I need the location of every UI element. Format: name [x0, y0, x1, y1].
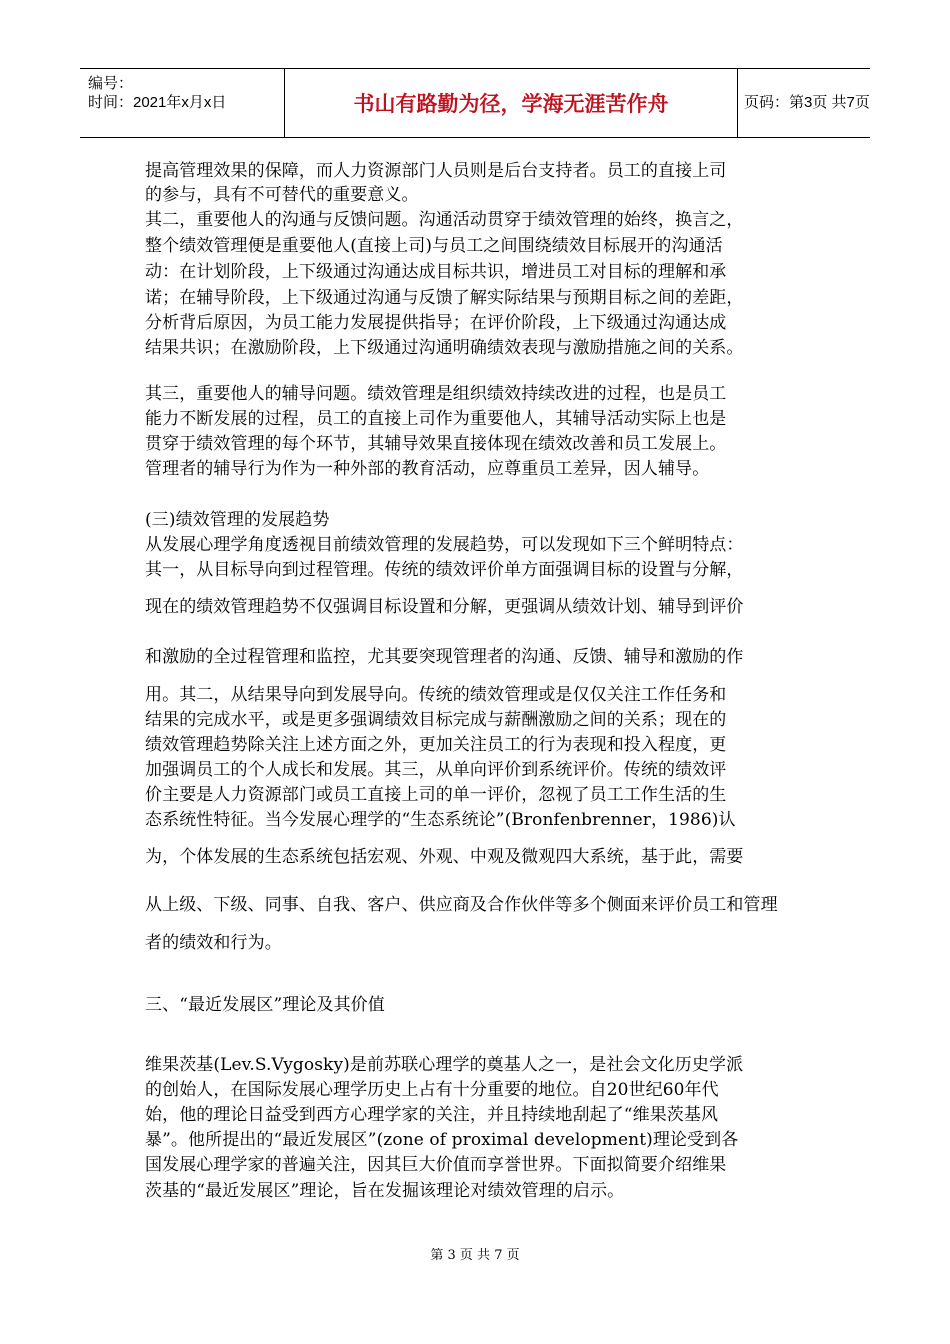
- text-line: 维果茨基(Lev.S.Vygosky)是前苏联心理学的奠基人之一，是社会文化历史学派: [145, 1055, 744, 1075]
- text-line: 从发展心理学角度透视目前绩效管理的发展趋势，可以发现如下三个鲜明特点：: [145, 535, 744, 555]
- text-line: 其三，重要他人的辅导问题。绩效管理是组织绩效持续改进的过程，也是员工: [145, 384, 727, 404]
- section-heading: (三)绩效管理的发展趋势: [145, 510, 330, 530]
- page-info: 页码：第3页 共7页: [744, 94, 870, 111]
- text-line: 能力不断发展的过程，员工的直接上司作为重要他人，其辅导活动实际上也是: [145, 409, 727, 429]
- text-line: 提高管理效果的保障，而人力资源部门人员则是后台支持者。员工的直接上司: [145, 161, 727, 181]
- text-line: 整个绩效管理便是重要他人(直接上司)与员工之间围绕绩效目标展开的沟通活: [145, 236, 723, 256]
- text-line: 现在的绩效管理趋势不仅强调目标设置和分解，更强调从绩效计划、辅导到评价: [145, 597, 744, 617]
- text-line: 加强调员工的个人成长和发展。其三，从单向评价到系统评价。传统的绩效评: [145, 760, 727, 780]
- text-line: 的创始人，在国际发展心理学历史上占有十分重要的地位。自20世纪60年代: [145, 1080, 719, 1100]
- text-line: 管理者的辅导行为作为一种外部的教育活动，应尊重员工差异，因人辅导。: [145, 459, 710, 479]
- date-label: 时间：2021年x月x日: [88, 94, 227, 111]
- section-heading: 三、“最近发展区”理论及其价值: [145, 995, 385, 1015]
- text-line: 贯穿于绩效管理的每个环节，其辅导效果直接体现在绩效改善和员工发展上。: [145, 434, 727, 454]
- text-line: 茨基的“最近发展区”理论，旨在发掘该理论对绩效管理的启示。: [145, 1181, 625, 1201]
- text-line: 从上级、下级、同事、自我、客户、供应商及合作伙伴等多个侧面来评价员工和管理: [145, 895, 778, 915]
- text-line: 其一，从目标导向到过程管理。传统的绩效评价单方面强调目标的设置与分解，: [145, 560, 744, 580]
- text-line: 态系统性特征。当今发展心理学的“生态系统论”(Bronfenbrenner，1986)认: [145, 810, 736, 830]
- text-line: 的参与，具有不可替代的重要意义。: [145, 185, 419, 205]
- text-line: 者的绩效和行为。: [145, 933, 282, 953]
- text-line: 结果的完成水平，或是更多强调绩效目标完成与薪酬激励之间的关系；现在的: [145, 710, 727, 730]
- text-line: 其二，重要他人的沟通与反馈问题。沟通活动贯穿于绩效管理的始终，换言之，: [145, 210, 744, 230]
- text-line: 动：在计划阶段，上下级通过沟通达成目标共识，增进员工对目标的理解和承: [145, 262, 727, 282]
- text-line: 国发展心理学家的普遍关注，因其巨大价值而享誉世界。下面拟简要介绍维果: [145, 1155, 727, 1175]
- page-footer: 第 3 页 共 7 页: [430, 1248, 520, 1263]
- header-motto-cell: [285, 69, 738, 137]
- text-line: 诺；在辅导阶段，上下级通过沟通与反馈了解实际结果与预期目标之间的差距，: [145, 288, 744, 308]
- header-meta-cell: [80, 69, 285, 137]
- serial-number-label: 编号：: [88, 75, 134, 92]
- text-line: 和激励的全过程管理和监控，尤其要突现管理者的沟通、反馈、辅导和激励的作: [145, 647, 744, 667]
- text-line: 分析背后原因，为员工能力发展提供指导；在评价阶段，上下级通过沟通达成: [145, 313, 727, 333]
- text-line: 绩效管理趋势除关注上述方面之外，更加关注员工的行为表现和投入程度，更: [145, 735, 727, 755]
- header-page-cell: [738, 69, 870, 137]
- text-line: 用。其二，从结果导向到发展导向。传统的绩效管理或是仅仅关注工作任务和: [145, 685, 727, 705]
- text-line: 始，他的理论日益受到西方心理学家的关注，并且持续地刮起了“维果茨基风: [145, 1105, 719, 1125]
- header-table: [80, 68, 870, 138]
- text-line: 为，个体发展的生态系统包括宏观、外观、中观及微观四大系统，基于此，需要: [145, 847, 744, 867]
- text-line: 价主要是人力资源部门或员工直接上司的单一评价，忽视了员工工作生活的生: [145, 785, 727, 805]
- text-line: 暴”。他所提出的“最近发展区”(zone of proximal development)理论受到各: [145, 1130, 739, 1150]
- text-line: 结果共识；在激励阶段，上下级通过沟通明确绩效表现与激励措施之间的关系。: [145, 338, 744, 358]
- motto-text: 书山有路勤为径，学海无涯苦作舟: [353, 92, 669, 116]
